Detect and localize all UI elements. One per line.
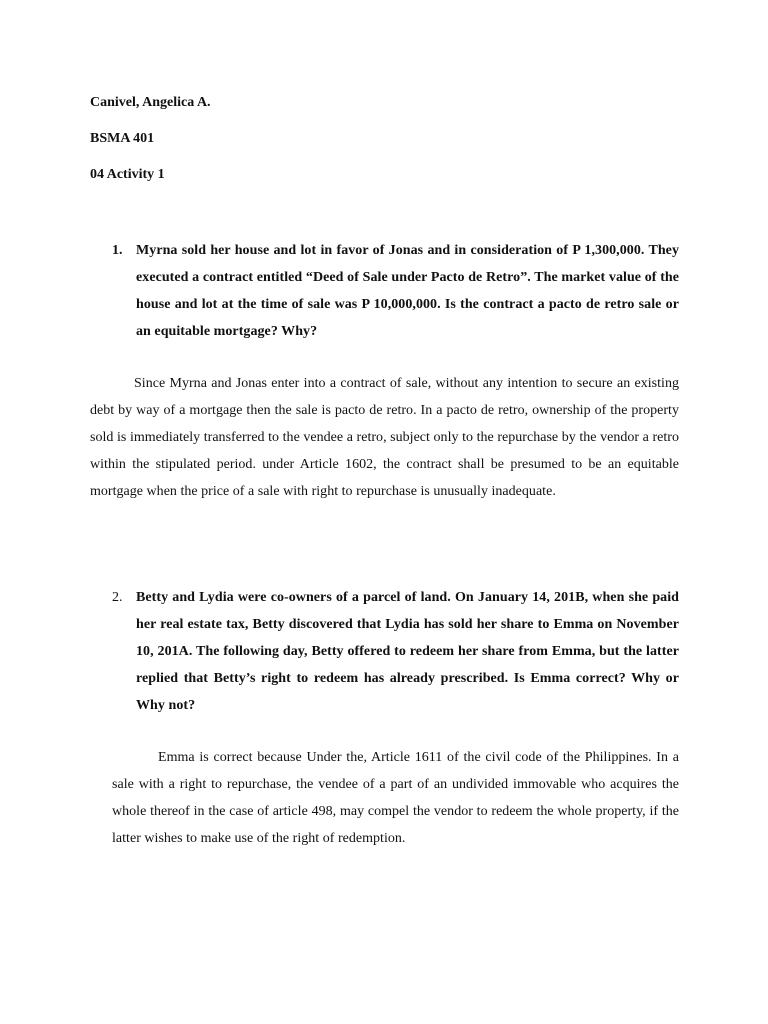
course-section: BSMA 401 <box>90 131 155 146</box>
question-2-text: Betty and Lydia were co-owners of a parcel of land. On January 14, 201B, when she paid her real estate tax, Betty discovered that Lydia has sold her share to Emma on November 10, 201A. The following day, Betty offered to redeem her share from Emma, but the latter replied that Betty’s right to redeem has already prescribed. Is Emma correct? Why or Why not? <box>136 590 679 713</box>
question-1-text: Myrna sold her house and lot in favor of Jonas and in consideration of P 1,300,000. They executed a contract entitled “Deed of Sale under Pacto de Retro”. The market value of the house and lot at the time of sale was P 10,000,000. Is the contract a pacto de retro sale or an equitable mortgage? Why? <box>136 243 679 339</box>
student-name: Canivel, Angelica A. <box>90 95 211 110</box>
question-1-number: 1. <box>112 243 123 258</box>
answer-1-text: Since Myrna and Jonas enter into a contract of sale, without any intention to secure an existing debt by way of a mortgage then the sale is pacto de retro. In a pacto de retro, ownership of the property sold is immediately transferred to the vendee a retro, subject only to the repurchase by the vendor a retro within the stipulated period. under Article 1602, the contract shall be presumed to be an equitable mortgage when the price of a sale with right to repurchase is unusually inadequate. <box>90 376 679 499</box>
activity-title: 04 Activity 1 <box>90 167 165 182</box>
answer-2-text: Emma is correct because Under the, Article 1611 of the civil code of the Philippines. In a sale with a right to repurchase, the vendee of a part of an undivided immovable who acquires the whole thereof in the case of article 498, may compel the vendor to redeem the whole property, if the latter wishes to make use of the right of redemption. <box>112 750 679 846</box>
question-2-number: 2. <box>112 590 123 605</box>
